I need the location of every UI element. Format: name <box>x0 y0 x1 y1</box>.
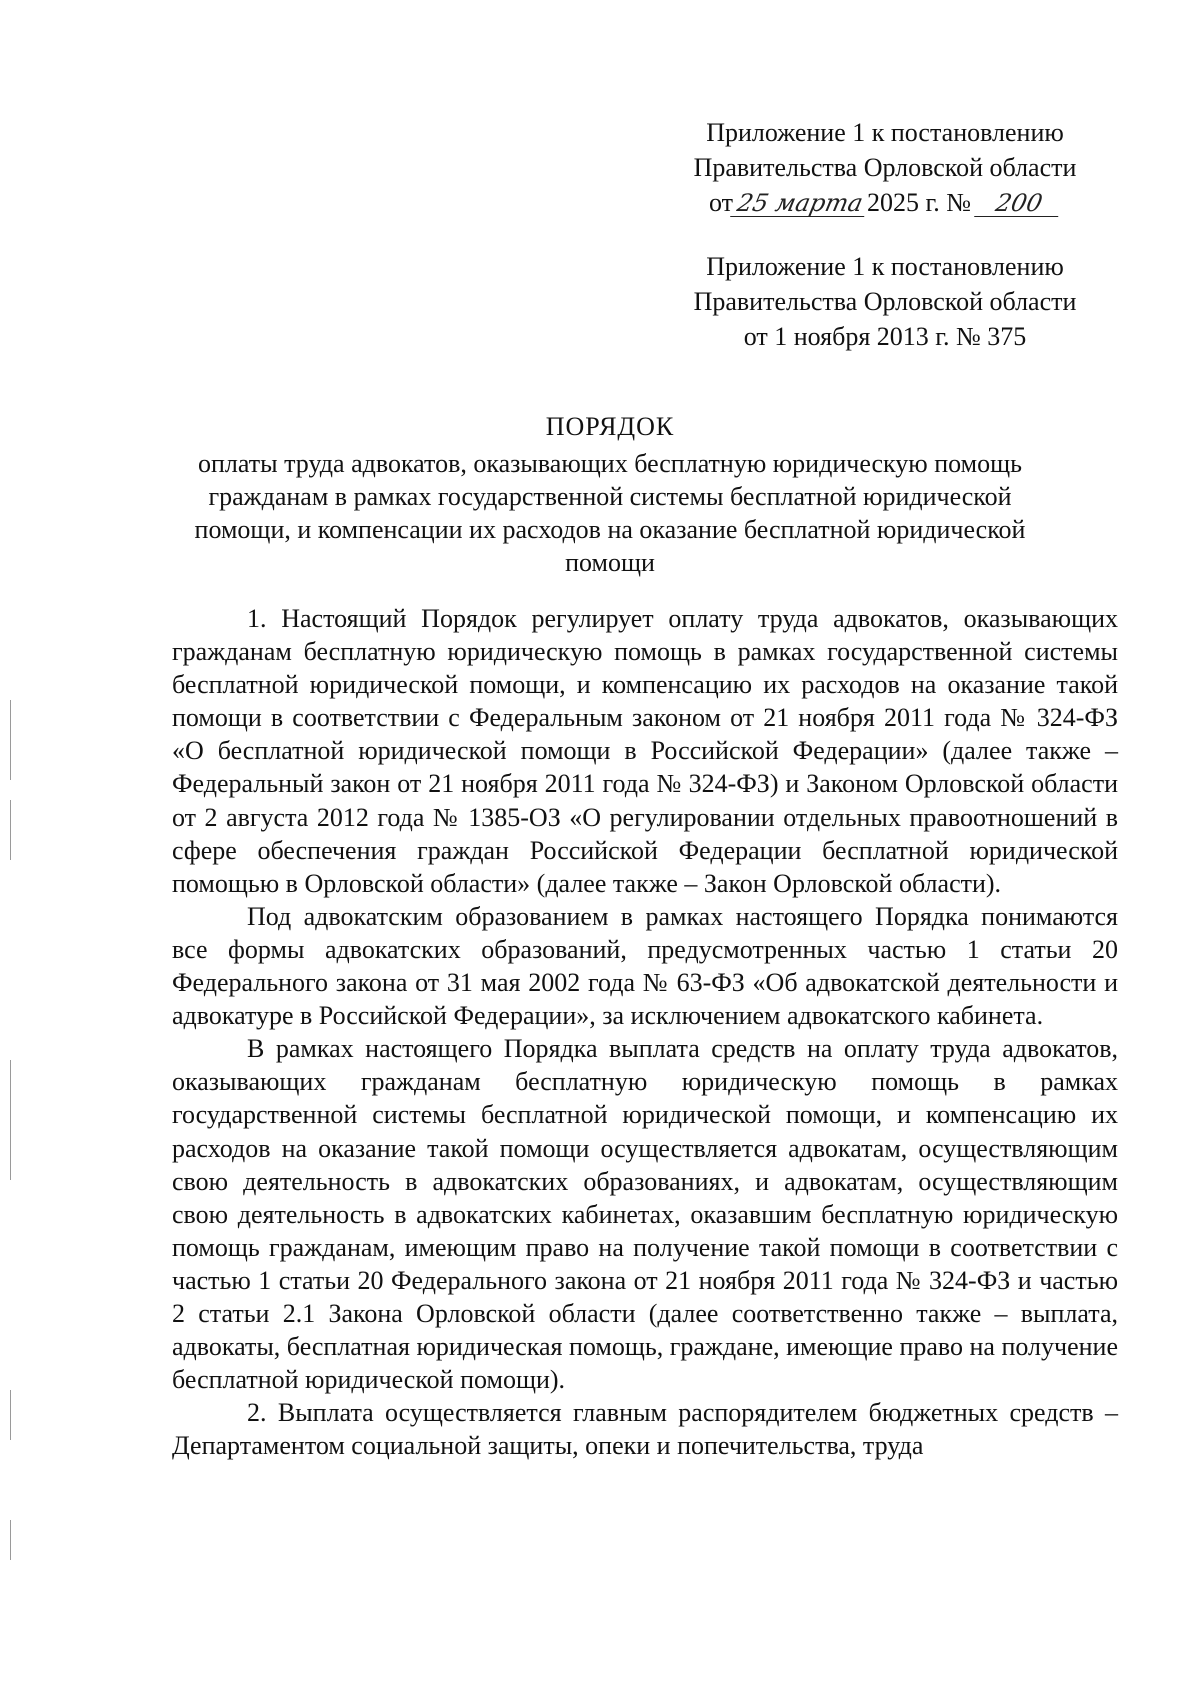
paragraph-2: Под адвокатским образованием в рамках настоящего Порядка понимаются все формы адвокатских образований, предусмотренных частью 1 статьи 20 Федерального закона от 31 мая 2002 года № 63-ФЗ «Об адвокатской деятельности и адвокатуре в Российской Федерации», за исключением адвокатского кабинета. <box>172 901 1118 1031</box>
annex-prev-line-2: Правительства Орловской области <box>693 287 1077 316</box>
annex-prev-line-1: Приложение 1 к постановлению <box>706 252 1064 281</box>
annex-line-2: Правительства Орловской области <box>693 153 1077 182</box>
document-body <box>172 602 1118 1462</box>
annex-prev-line-3: от 1 ноября 2013 г. № 375 <box>743 322 1027 351</box>
handwritten-number: 200 <box>974 190 1064 217</box>
scan-artifact <box>10 1060 11 1180</box>
annex-header-previous <box>675 249 1095 354</box>
document-title: ПОРЯДОК <box>545 412 675 441</box>
date-year: 2025 г. № <box>866 188 972 217</box>
annex-date-line <box>675 185 1095 220</box>
document-subtitle: оплаты труда адвокатов, оказывающих бесплатную юридическую помощь гражданам в рамках государственной системы бесплатной юридической помощи, и компенсации их расходов на оказание бесплатной юридической помощи <box>194 449 1026 577</box>
document-title-block <box>170 410 1050 579</box>
paragraph-3: В рамках настоящего Порядка выплата средств на оплату труда адвокатов, оказывающих гражданам бесплатную юридическую помощь в рамках государственной системы бесплатной юридической помощи, и компенсацию их расходов на оказание такой помощи осуществляется адвокатам, осуществляющим свою деятельность в адвокатских образованиях, и адвокатам, осуществляющим свою деятельность в адвокатских кабинетах, оказавшим бесплатную юридическую помощь гражданам, имеющим право на получение такой помощи в соответствии с частью 1 статьи 20 Федерального закона от 21 ноября 2011 года № 324-ФЗ и частью 2 статьи 2.1 Закона Орловской области (далее соответственно также – выплата, адвокаты, бесплатная юридическая помощь, граждане, имеющие право на получение бесплатной юридической помощи). <box>172 1034 1118 1395</box>
annex-line-1: Приложение 1 к постановлению <box>706 118 1064 147</box>
scan-artifact <box>10 800 11 860</box>
scan-artifact <box>10 1520 11 1560</box>
handwritten-date: 25 марта <box>730 190 870 217</box>
paragraph-4: 2. Выплата осуществляется главным распорядителем бюджетных средств – Департаментом социальной защиты, опеки и попечительства, труда <box>172 1398 1118 1461</box>
annex-header-current <box>675 115 1095 220</box>
scan-artifact <box>10 700 11 780</box>
scan-artifact <box>10 1390 11 1440</box>
paragraph-1: 1. Настоящий Порядок регулирует оплату труда адвокатов, оказывающих гражданам бесплатную юридическую помощь в рамках государственной системы бесплатной юридической помощи, и компенсацию их расходов на оказание такой помощи в соответствии с Федеральным законом от 21 ноября 2011 года № 324-ФЗ «О бесплатной юридической помощи в Российской Федерации» (далее также – Федеральный закон от 21 ноября 2011 года № 324-ФЗ) и Законом Орловской области от 2 августа 2012 года № 1385-ОЗ «О регулировании отдельных правоотношений в сфере обеспечения граждан Российской Федерации бесплатной юридической помощью в Орловской области» (далее также – Закон Орловской области). <box>172 604 1118 898</box>
date-prefix: от <box>708 188 733 217</box>
